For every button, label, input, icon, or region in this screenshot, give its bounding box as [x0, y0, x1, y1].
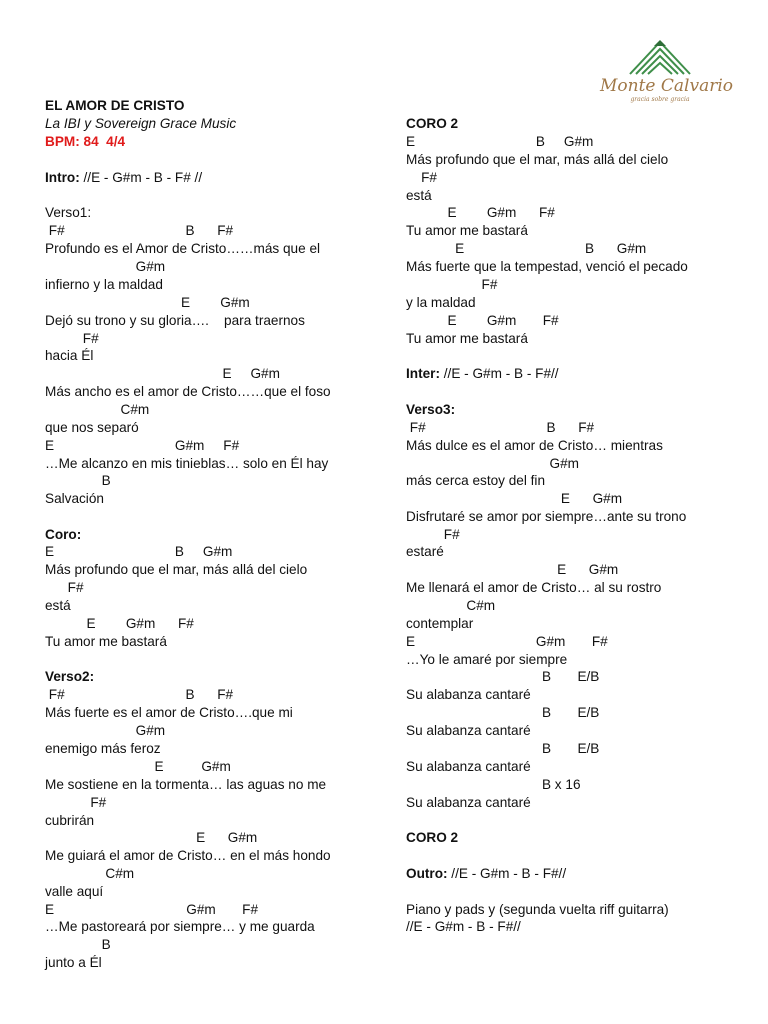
inter-chords: //E - G#m - B - F#//	[439, 366, 559, 381]
lyric-line: cubrirán	[45, 813, 95, 828]
arrangement-note: Piano y pads y (segunda vuelta riff guitarra)	[406, 902, 669, 917]
chord-line: E G#m F#	[406, 634, 608, 649]
outro-label: Outro:	[406, 866, 448, 881]
chord-line: F#	[406, 527, 460, 542]
chord-line: E G#m F#	[45, 616, 194, 631]
chord-line: G#m	[45, 259, 166, 274]
lyric-line: Tu amor me bastará	[406, 331, 528, 346]
intro-label: Intro:	[45, 170, 80, 185]
logo	[600, 36, 734, 108]
lyric-line: Su alabanza cantaré	[406, 759, 531, 774]
outro-chords: //E - G#m - B - F#//	[447, 866, 567, 881]
intro-chords: //E - G#m - B - F# //	[79, 170, 203, 185]
chord-line: C#m	[45, 402, 150, 417]
lyric-line: más cerca estoy del fin	[406, 473, 546, 488]
lyric-line: Dejó su trono y su gloria…. para traernos	[45, 313, 305, 328]
lyric-line: Más fuerte que la tempestad, venció el pecado	[406, 259, 688, 274]
verse3-label: Verso3:	[406, 402, 456, 417]
arrangement-chords: //E - G#m - B - F#//	[406, 919, 521, 934]
lyric-line: …Me pastoreará por siempre… y me guarda	[45, 919, 315, 934]
lyric-line: hacia Él	[45, 348, 94, 363]
lyric-line: contemplar	[406, 616, 474, 631]
lyric-line: Su alabanza cantaré	[406, 723, 531, 738]
lyric-line: Tu amor me bastará	[406, 223, 528, 238]
lyric-line: Más profundo que el mar, más allá del cielo	[45, 562, 308, 577]
lyric-line: valle aquí	[45, 884, 104, 899]
lyric-line: …Yo le amaré por siempre	[406, 652, 568, 667]
lyric-line: Me guiará el amor de Cristo… en el más hondo	[45, 848, 331, 863]
inter-label: Inter:	[406, 366, 440, 381]
lyric-line: …Me alcanzo en mis tinieblas… solo en Él hay	[45, 456, 329, 471]
chord-line: B E/B	[406, 705, 600, 720]
lyric-line: y la maldad	[406, 295, 476, 310]
chord-line: F# B F#	[45, 687, 234, 702]
lyric-line: Más profundo que el mar, más allá del cielo	[406, 152, 669, 167]
mountain-logo-icon	[600, 36, 720, 76]
lyric-line: Disfrutaré se amor por siempre…ante su trono	[406, 509, 687, 524]
chord-line: E G#m	[45, 759, 231, 774]
chord-line: E B G#m	[406, 134, 594, 149]
lyric-line: infierno y la maldad	[45, 277, 163, 292]
verse2-label: Verso2:	[45, 669, 95, 684]
lyric-line: Profundo es el Amor de Cristo……más que el	[45, 241, 321, 256]
chord-line: G#m	[406, 456, 579, 471]
chord-line: B	[45, 937, 111, 952]
logo-name: Monte Calvario	[600, 76, 734, 96]
intro-line	[45, 169, 202, 187]
lyric-line: enemigo más feroz	[45, 741, 161, 756]
lyric-line: Me llenará el amor de Cristo… al su rostro	[406, 580, 662, 595]
verse1-label: Verso1:	[45, 205, 92, 220]
chord-line: E B G#m	[406, 241, 647, 256]
chord-line: B	[45, 473, 111, 488]
chord-line: F# B F#	[45, 223, 234, 238]
chorus2-repeat-label: CORO 2	[406, 830, 459, 845]
chord-line: B x 16	[406, 777, 581, 792]
lyric-line: junto a Él	[45, 955, 102, 970]
chord-line: E G#m	[45, 830, 258, 845]
chorus-label: Coro:	[45, 527, 82, 542]
chord-line: F#	[45, 580, 84, 595]
chord-line: E G#m	[45, 366, 280, 381]
lyric-line: Más ancho es el amor de Cristo……que el foso	[45, 384, 331, 399]
chord-line: C#m	[406, 598, 496, 613]
lyric-line: que nos separó	[45, 420, 139, 435]
lyric-line: está	[406, 188, 432, 203]
chord-line: G#m	[45, 723, 166, 738]
chord-line: F# B F#	[406, 420, 595, 435]
chord-line: F#	[406, 277, 498, 292]
song-bpm: BPM: 84 4/4	[45, 134, 126, 149]
lyric-line: Más dulce es el amor de Cristo… mientras	[406, 438, 663, 453]
chord-line: E G#m	[45, 295, 250, 310]
chord-line: F#	[45, 795, 107, 810]
outro-line	[406, 865, 566, 883]
chord-line: B E/B	[406, 669, 600, 684]
song-title: EL AMOR DE CRISTO	[45, 98, 185, 113]
chord-line: E G#m F#	[45, 438, 240, 453]
lyric-line: Me sostiene en la tormenta… las aguas no me	[45, 777, 327, 792]
chord-line: E G#m F#	[406, 313, 559, 328]
chord-line: E B G#m	[45, 544, 233, 559]
inter-line	[406, 365, 559, 383]
lyric-line: Salvación	[45, 491, 104, 506]
lyric-line: estaré	[406, 544, 444, 559]
lyric-line: Más fuerte es el amor de Cristo….que mi	[45, 705, 293, 720]
song-artist: La IBI y Sovereign Grace Music	[45, 116, 237, 131]
chord-line: E G#m	[406, 562, 619, 577]
lyric-line: está	[45, 598, 71, 613]
lyric-line: Su alabanza cantaré	[406, 687, 531, 702]
logo-tagline: gracia sobre gracia	[630, 96, 690, 103]
chord-line: E G#m	[406, 491, 623, 506]
chord-line: B E/B	[406, 741, 600, 756]
chord-line: E G#m F#	[45, 902, 259, 917]
chord-line: F#	[406, 170, 437, 185]
lyric-line: Tu amor me bastará	[45, 634, 167, 649]
chord-line: E G#m F#	[406, 205, 555, 220]
chord-line: C#m	[45, 866, 135, 881]
lyric-line: Su alabanza cantaré	[406, 795, 531, 810]
chorus2-label: CORO 2	[406, 116, 459, 131]
chord-line: F#	[45, 331, 99, 346]
